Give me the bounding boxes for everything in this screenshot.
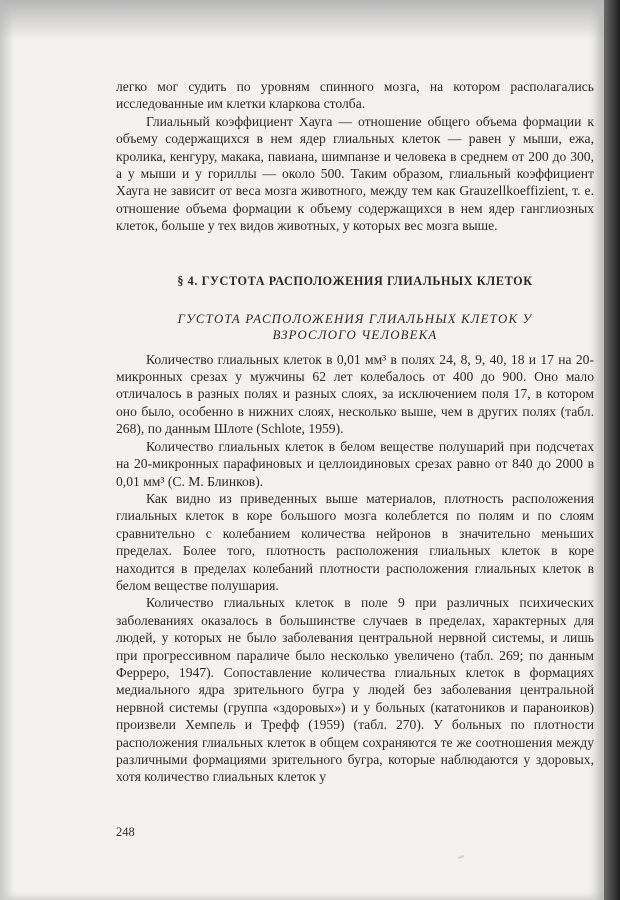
subsection-heading: ГУСТОТА РАСПОЛОЖЕНИЯ ГЛИАЛЬНЫХ КЛЕТОК У ВЗРОСЛОГО ЧЕЛОВЕКА: [177, 311, 533, 342]
page-gutter-shadow: [0, 0, 14, 900]
paragraph-psychiatric-diseases: Количество глиальных клеток в поле 9 при различных психических заболеваниях оказалось в большинстве случаев в пределах, характерных для людей, у которых не было заболевания центральной нервной системы, и лишь при прогрессивном параличе было несколько увеличено (табл. 269; по данным Ферреро, 1947). Сопоставление количества глиальных клеток в формациях медиального ядра зрительного бугра у людей без заболевания центральной нервной системы (группа «здоровых») и у больных (кататоников и параноиков) произвели Хемпель и Трефф (1959) (табл. 270). У больных по плотности расположения глиальных клеток в общем сохраняются те же соотношения между различными формациями зрительного бугра, которые наблюдаются у здоровых, хотя количество глиальных клеток у: [116, 595, 594, 785]
page-content: [116, 78, 594, 786]
book-edge-shadow: [604, 0, 620, 900]
paragraph-glial-count-fields: Количество глиальных клеток в 0,01 мм³ в полях 24, 8, 9, 40, 18 и 17 на 20-микронных срезах у мужчины 62 лет колебалось от 400 до 900. Оно мало отличалось в разных полях и разных слоях, за исключением поля 17, в котором оно было, особенно в нижних слоях, несколько выше, чем в других полях (табл. 268), по данным Шлоте (Schlote, 1959).: [116, 351, 594, 437]
paper-speck: [458, 855, 464, 859]
section-heading: § 4. ГУСТОТА РАСПОЛОЖЕНИЯ ГЛИАЛЬНЫХ КЛЕТОК: [177, 273, 533, 288]
page-number: 248: [116, 825, 135, 839]
paragraph-density-comparison: Как видно из приведенных выше материалов, плотность расположения глиальных клеток в коре большого мозга колеблется по полям и по слоям сравнительно с колебанием количества нейронов в значительно меньших пределах. Более того, плотность расположения глиальных клеток в коре находится в пределах колебаний плотности расположения глиальных клеток в белом веществе полушария.: [116, 490, 594, 593]
page-top-shadow: [0, 0, 604, 40]
paragraph-glial-coefficient: Глиальный коэффициент Хауга — отношение общего объема формации к объему содержащихся в нем ядер глиальных клеток — равен у мыши, ежа, кролика, кенгуру, макака, павиана, шимпанзе и человека в среднем от 200 до 300, а у мыши и у гориллы — около 500. Таким образом, глиальный коэффициент Хауга не зависит от веса мозга животного, между тем как Grauzellkoeffizient, т. е. отношение объема формации к объему содержащихся в нем ядер ганглиозных клеток, больше у тех видов животных, у которых вес мозга выше.: [116, 113, 594, 234]
paragraph-white-matter-count: Количество глиальных клеток в белом веществе полушарий при подсчетах на 20-микронных парафиновых и целлоидиновых срезах равно от 840 до 2000 в 0,01 мм³ (С. М. Блинков).: [116, 438, 594, 489]
paragraph-continuation: легко мог судить по уровням спинного мозга, на котором располагались исследованные им клетки кларкова столба.: [116, 79, 594, 112]
